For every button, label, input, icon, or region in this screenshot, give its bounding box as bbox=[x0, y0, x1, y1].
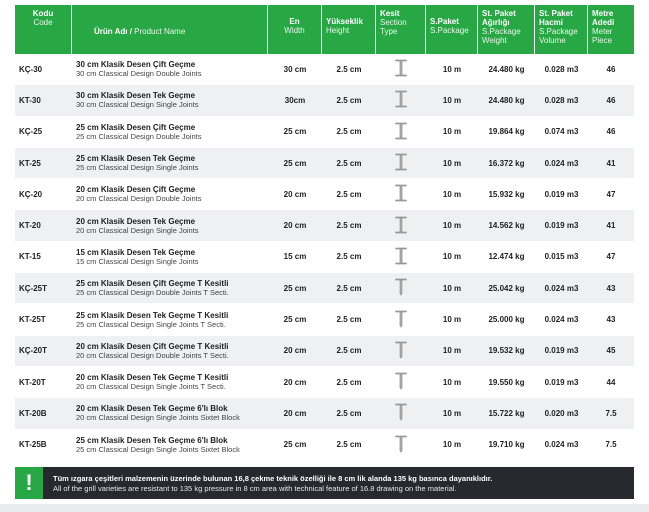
row-weight: 12.474 kg bbox=[478, 242, 535, 273]
table-row bbox=[15, 85, 634, 116]
row-name: 25 cm Klasik Desen Tek Geçme 25 cm Classical Design Single Joints bbox=[72, 148, 268, 179]
row-height: 2.5 cm bbox=[322, 242, 376, 273]
section-t-icon bbox=[376, 304, 426, 335]
row-piece: 47 bbox=[588, 179, 634, 210]
row-volume: 0.020 m3 bbox=[535, 398, 588, 429]
header-code: Kodu Code bbox=[15, 5, 72, 54]
spec-table bbox=[15, 5, 634, 461]
row-package: 10 m bbox=[426, 210, 478, 241]
row-weight: 15.722 kg bbox=[478, 398, 535, 429]
row-code: KT-25B bbox=[15, 430, 72, 461]
row-code: KÇ-20 bbox=[15, 179, 72, 210]
notice-text-tr: Tüm ızgara çeşitleri malzemenin üzerinde bulunan 16,8 çekme teknik özelliği ile 8 cm lik alanda 135 kg basınca dayanıklıdır. bbox=[53, 474, 493, 483]
row-code: KT-20T bbox=[15, 367, 72, 398]
row-volume: 0.019 m3 bbox=[535, 210, 588, 241]
table-row bbox=[15, 304, 634, 335]
section-t-icon bbox=[376, 398, 426, 429]
row-package: 10 m bbox=[426, 242, 478, 273]
row-width: 30 cm bbox=[268, 54, 322, 85]
row-name: 20 cm Klasik Desen Çift Geçme 20 cm Classical Design Double Joints bbox=[72, 179, 268, 210]
table-row bbox=[15, 148, 634, 179]
row-piece: 41 bbox=[588, 210, 634, 241]
row-name: 25 cm Klasik Desen Çift Geçme 25 cm Classical Design Double Joints bbox=[72, 117, 268, 148]
row-height: 2.5 cm bbox=[322, 179, 376, 210]
row-weight: 19.710 kg bbox=[478, 430, 535, 461]
row-piece: 46 bbox=[588, 54, 634, 85]
row-piece: 41 bbox=[588, 148, 634, 179]
row-volume: 0.019 m3 bbox=[535, 179, 588, 210]
row-package: 10 m bbox=[426, 179, 478, 210]
row-height: 2.5 cm bbox=[322, 85, 376, 116]
section-i-icon bbox=[376, 179, 426, 210]
row-code: KT-20B bbox=[15, 398, 72, 429]
row-weight: 19.550 kg bbox=[478, 367, 535, 398]
row-volume: 0.024 m3 bbox=[535, 273, 588, 304]
table-row bbox=[15, 179, 634, 210]
row-width: 20 cm bbox=[268, 367, 322, 398]
row-height: 2.5 cm bbox=[322, 336, 376, 367]
section-i-icon bbox=[376, 242, 426, 273]
section-t-icon bbox=[376, 430, 426, 461]
row-weight: 16.372 kg bbox=[478, 148, 535, 179]
row-code: KT-30 bbox=[15, 85, 72, 116]
row-volume: 0.024 m3 bbox=[535, 148, 588, 179]
row-width: 25 cm bbox=[268, 117, 322, 148]
row-piece: 43 bbox=[588, 304, 634, 335]
exclamation-icon: ! bbox=[15, 467, 43, 499]
row-package: 10 m bbox=[426, 148, 478, 179]
row-height: 2.5 cm bbox=[322, 430, 376, 461]
row-height: 2.5 cm bbox=[322, 210, 376, 241]
header-piece: Metre Adedi Meter Piece bbox=[588, 5, 634, 54]
row-package: 10 m bbox=[426, 117, 478, 148]
row-name: 25 cm Klasik Desen Tek Geçme T Kesitli 25 cm Classical Design Single Joints T Secti. bbox=[72, 304, 268, 335]
row-package: 10 m bbox=[426, 304, 478, 335]
row-code: KT-25 bbox=[15, 148, 72, 179]
row-package: 10 m bbox=[426, 367, 478, 398]
row-volume: 0.028 m3 bbox=[535, 85, 588, 116]
row-weight: 25.000 kg bbox=[478, 304, 535, 335]
row-name: 25 cm Klasik Desen Çift Geçme T Kesitli 25 cm Classical Design Double Joints T Secti. bbox=[72, 273, 268, 304]
row-volume: 0.074 m3 bbox=[535, 117, 588, 148]
row-code: KT-20 bbox=[15, 210, 72, 241]
row-width: 20 cm bbox=[268, 336, 322, 367]
row-volume: 0.024 m3 bbox=[535, 304, 588, 335]
row-piece: 46 bbox=[588, 117, 634, 148]
row-package: 10 m bbox=[426, 85, 478, 116]
row-package: 10 m bbox=[426, 398, 478, 429]
section-i-icon bbox=[376, 117, 426, 148]
row-piece: 45 bbox=[588, 336, 634, 367]
header-weight: St. Paket Ağırlığı S.Package Weight bbox=[478, 5, 535, 54]
row-volume: 0.024 m3 bbox=[535, 430, 588, 461]
row-code: KÇ-30 bbox=[15, 54, 72, 85]
header-volume: St. Paket Hacmi S.Package Volume bbox=[535, 5, 588, 54]
row-height: 2.5 cm bbox=[322, 273, 376, 304]
row-height: 2.5 cm bbox=[322, 54, 376, 85]
row-piece: 43 bbox=[588, 273, 634, 304]
row-weight: 19.532 kg bbox=[478, 336, 535, 367]
table-row bbox=[15, 242, 634, 273]
bottom-strip bbox=[0, 504, 649, 512]
row-height: 2.5 cm bbox=[322, 367, 376, 398]
row-package: 10 m bbox=[426, 336, 478, 367]
row-height: 2.5 cm bbox=[322, 117, 376, 148]
notice-text-en: All of the grill varieties are resistant to 135 kg pressure in 8 cm area with technical feature of 16.8 drawing on the material. bbox=[53, 484, 457, 493]
row-height: 2.5 cm bbox=[322, 304, 376, 335]
row-code: KT-15 bbox=[15, 242, 72, 273]
row-width: 25 cm bbox=[268, 430, 322, 461]
row-name: 25 cm Klasik Desen Tek Geçme 6'lı Blok 25 cm Classical Design Single Joints Sixtet Block bbox=[72, 430, 268, 461]
row-height: 2.5 cm bbox=[322, 398, 376, 429]
notice-banner bbox=[15, 467, 634, 499]
row-code: KÇ-20T bbox=[15, 336, 72, 367]
row-width: 20 cm bbox=[268, 179, 322, 210]
table-body bbox=[15, 54, 634, 461]
header-width: En Width bbox=[268, 5, 322, 54]
row-volume: 0.019 m3 bbox=[535, 367, 588, 398]
row-width: 30cm bbox=[268, 85, 322, 116]
row-weight: 14.562 kg bbox=[478, 210, 535, 241]
row-weight: 19.864 kg bbox=[478, 117, 535, 148]
section-i-icon bbox=[376, 148, 426, 179]
header-package: S.Paket S.Package bbox=[426, 5, 478, 54]
row-name: 20 cm Klasik Desen Tek Geçme 20 cm Classical Design Single Joints bbox=[72, 210, 268, 241]
row-code: KT-25T bbox=[15, 304, 72, 335]
section-t-icon bbox=[376, 336, 426, 367]
row-package: 10 m bbox=[426, 273, 478, 304]
row-volume: 0.019 m3 bbox=[535, 336, 588, 367]
row-code: KÇ-25 bbox=[15, 117, 72, 148]
row-volume: 0.015 m3 bbox=[535, 242, 588, 273]
row-piece: 47 bbox=[588, 242, 634, 273]
section-i-icon bbox=[376, 54, 426, 85]
table-row bbox=[15, 54, 634, 85]
row-package: 10 m bbox=[426, 54, 478, 85]
row-code: KÇ-25T bbox=[15, 273, 72, 304]
row-package: 10 m bbox=[426, 430, 478, 461]
row-weight: 24.480 kg bbox=[478, 54, 535, 85]
table-row bbox=[15, 398, 634, 429]
row-volume: 0.028 m3 bbox=[535, 54, 588, 85]
table-header-row bbox=[15, 5, 634, 54]
row-width: 15 cm bbox=[268, 242, 322, 273]
section-t-icon bbox=[376, 273, 426, 304]
table-row bbox=[15, 336, 634, 367]
row-name: 15 cm Klasik Desen Tek Geçme 15 cm Classical Design Single Joints bbox=[72, 242, 268, 273]
row-name: 20 cm Klasik Desen Çift Geçme T Kesitli 20 cm Classical Design Double Joints T Secti. bbox=[72, 336, 268, 367]
row-width: 25 cm bbox=[268, 304, 322, 335]
header-height: Yükseklik Height bbox=[322, 5, 376, 54]
row-weight: 25.042 kg bbox=[478, 273, 535, 304]
row-piece: 7.5 bbox=[588, 398, 634, 429]
row-width: 25 cm bbox=[268, 273, 322, 304]
row-width: 25 cm bbox=[268, 148, 322, 179]
row-piece: 7.5 bbox=[588, 430, 634, 461]
section-t-icon bbox=[376, 367, 426, 398]
row-name: 30 cm Klasik Desen Çift Geçme 30 cm Classical Design Double Joints bbox=[72, 54, 268, 85]
row-name: 20 cm Klasik Desen Tek Geçme 6'lı Blok 20 cm Classical Design Single Joints Sixtet Block bbox=[72, 398, 268, 429]
table-row bbox=[15, 430, 634, 461]
table-row bbox=[15, 273, 634, 304]
table-row bbox=[15, 367, 634, 398]
header-name: Ürün Adı / Product Name bbox=[72, 5, 268, 54]
row-width: 20 cm bbox=[268, 210, 322, 241]
header-section: Kesit Section Type bbox=[376, 5, 426, 54]
row-piece: 46 bbox=[588, 85, 634, 116]
row-name: 20 cm Klasik Desen Tek Geçme T Kesitli 20 cm Classical Design Single Joints T Secti. bbox=[72, 367, 268, 398]
section-i-icon bbox=[376, 85, 426, 116]
row-piece: 44 bbox=[588, 367, 634, 398]
row-weight: 15.932 kg bbox=[478, 179, 535, 210]
row-height: 2.5 cm bbox=[322, 148, 376, 179]
table-row bbox=[15, 117, 634, 148]
row-weight: 24.480 kg bbox=[478, 85, 535, 116]
section-i-icon bbox=[376, 210, 426, 241]
row-name: 30 cm Klasik Desen Tek Geçme 30 cm Classical Design Single Joints bbox=[72, 85, 268, 116]
row-width: 20 cm bbox=[268, 398, 322, 429]
table-row bbox=[15, 210, 634, 241]
